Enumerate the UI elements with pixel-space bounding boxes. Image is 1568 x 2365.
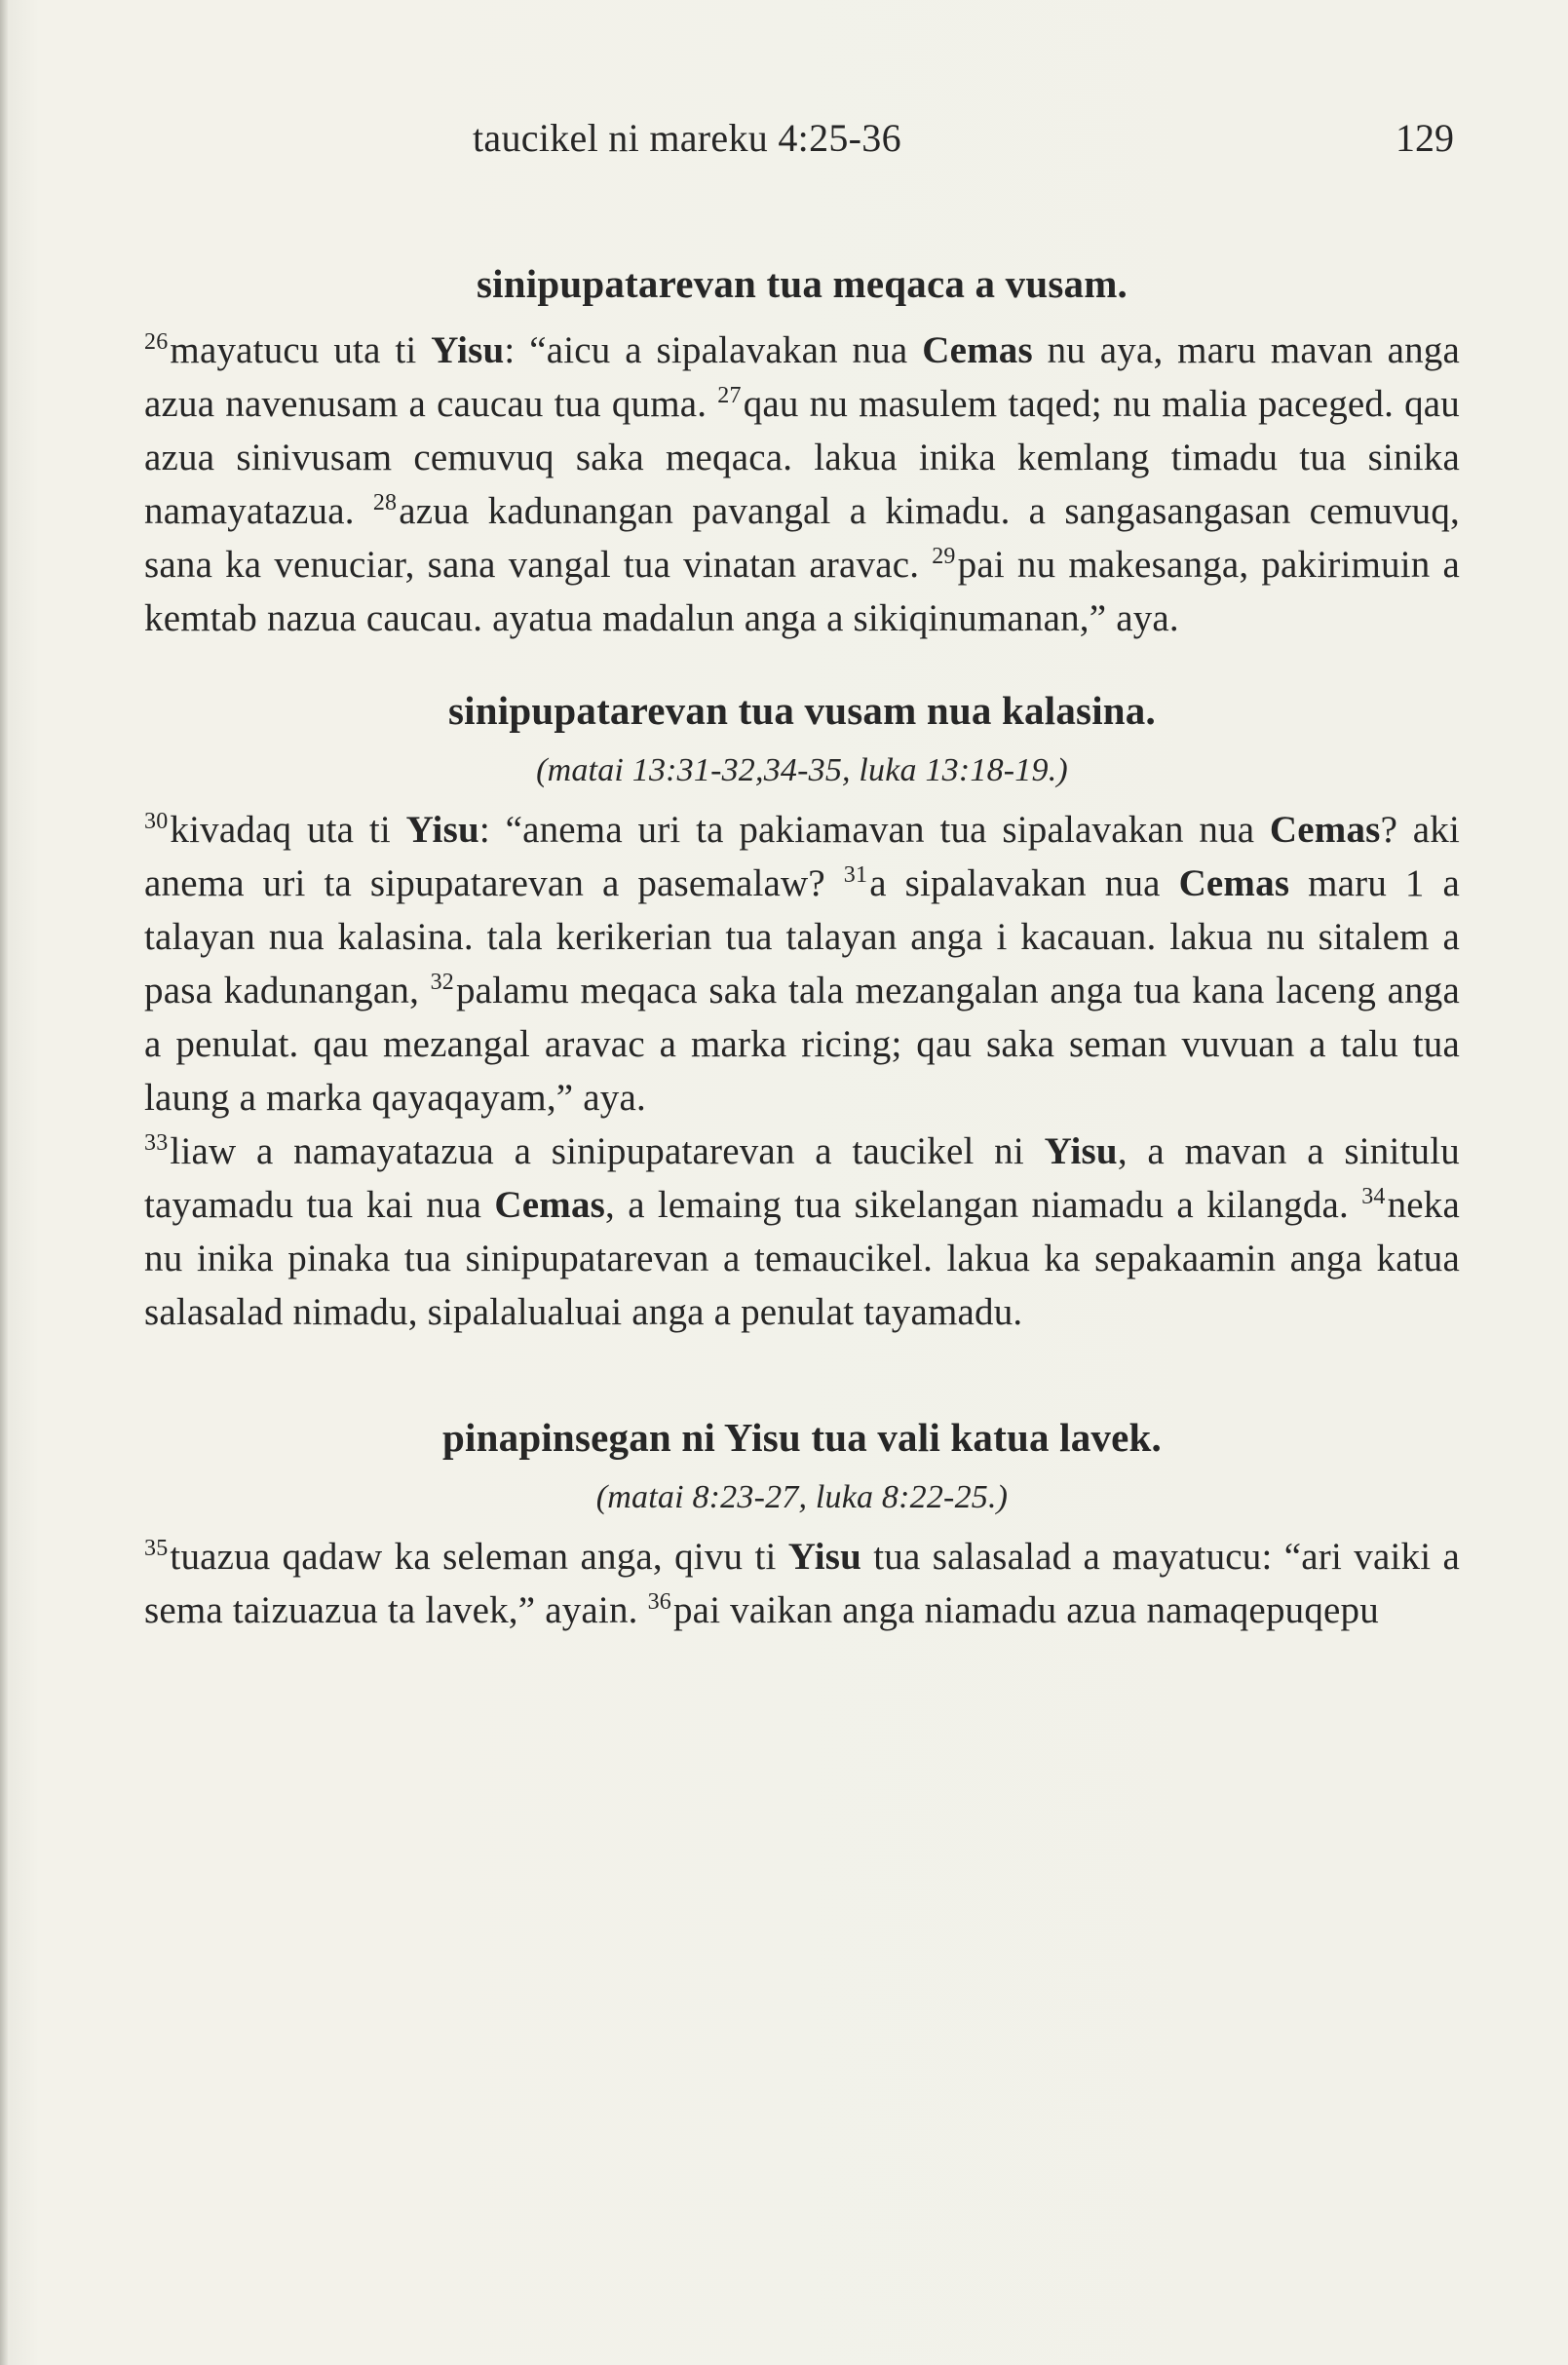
verse-text: , a mavan a sinitulu tayamadu tua kai nua xyxy=(144,1130,1460,1226)
verse-text: pai nu makesanga, pakirimuin a kemtab nazua caucau. ayatua madalun anga a sikiqinumanan,” aya. xyxy=(144,544,1460,639)
cross-reference: (matai 8:23-27, luka 8:22-25.) xyxy=(595,1479,1009,1515)
verse-number: 36 xyxy=(647,1589,671,1615)
verse-text: kivadaq uta ti xyxy=(170,809,406,851)
verse-text: a sipalavakan nua xyxy=(869,862,1179,904)
verse-number: 29 xyxy=(932,544,956,569)
verse-text: , a lemaing tua sikelangan niamadu a kilangda. xyxy=(605,1184,1362,1226)
verse-number: 35 xyxy=(144,1536,169,1561)
verse-text: azua kadunangan pavangal a kimadu. a sangasangasan cemuvuq, sana ka venuciar, sana vangal tua vinatan aravac. xyxy=(144,490,1460,586)
verse-text: ? aki anema uri ta sipupatarevan a pasemalaw? xyxy=(144,809,1460,904)
divine-name: Cemas xyxy=(1178,862,1290,904)
running-head: taucikel ni mareku 4:25-36 xyxy=(473,116,901,160)
divine-name: Yisu xyxy=(405,809,479,851)
page-number: 129 xyxy=(1396,116,1454,160)
verse-number: 33 xyxy=(144,1130,169,1156)
verse-text: : “aicu a sipalavakan nua xyxy=(504,329,923,371)
text-block xyxy=(144,255,1460,1637)
verse-text: liaw a namayatazua a sinipupatarevan a taucikel ni xyxy=(170,1130,1045,1172)
verse-text: maru 1 a talayan nua kalasina. tala kerikerian tua talayan anga i kacauan. lakua nu sitalem a pasa kadunangan, xyxy=(144,862,1460,1011)
verse-number: 30 xyxy=(144,809,169,834)
paragraph xyxy=(144,803,1460,1125)
verse-number: 27 xyxy=(717,383,742,408)
cross-reference: (matai 13:31-32,34-35, luka 13:18-19.) xyxy=(536,752,1068,788)
divine-name: Cemas xyxy=(1269,809,1381,851)
verse-number: 32 xyxy=(430,970,454,995)
verse-text: palamu meqaca saka tala mezangalan anga tua kana laceng anga a penulat. qau mezangal aravac a marka ricing; qau saka seman vuvuan a talu tua laung a marka qayaqayam,” aya. xyxy=(144,970,1460,1119)
verse-text: pai vaikan anga niamadu azua namaqepuqepu xyxy=(672,1589,1379,1631)
verse-number: 26 xyxy=(144,329,169,355)
verse-number: 28 xyxy=(372,490,398,515)
divine-name: Yisu xyxy=(787,1536,862,1578)
section-heading: sinipupatarevan tua meqaca a vusam. xyxy=(476,261,1128,306)
verse-text: qau nu masulem taqed; nu malia paceged. qau azua sinivusam cemuvuq saka meqaca. lakua inika kemlang timadu tua sinika namayatazua. xyxy=(144,383,1460,532)
page-header xyxy=(0,115,1568,173)
verse-text: tuazua qadaw ka seleman anga, qivu ti xyxy=(170,1536,788,1578)
section-heading: pinapinsegan ni Yisu tua vali katua lavek. xyxy=(442,1415,1162,1460)
paragraph xyxy=(144,1530,1460,1637)
verse-number: 31 xyxy=(843,862,868,888)
verse-text: mayatucu uta ti xyxy=(170,329,432,371)
paragraph xyxy=(144,1125,1460,1339)
verse-text: : “anema uri ta pakiamavan tua sipalavakan nua xyxy=(478,809,1270,851)
verse-text: neka nu inika pinaka tua sinipupatarevan a temaucikel. lakua ka sepakaamin anga katua salasalad nimadu, sipalalualuai anga a penulat tayamadu. xyxy=(144,1184,1461,1333)
page-gutter-shadow xyxy=(0,0,8,2365)
section-heading: sinipupatarevan tua vusam nua kalasina. xyxy=(448,688,1156,733)
verse-text: nu aya, maru mavan anga azua navenusam a caucau tua quma. xyxy=(144,329,1460,425)
verse-number: 34 xyxy=(1361,1184,1386,1209)
verse-text: tua salasalad a mayatucu: “ari vaiki a sema taizuazua ta lavek,” ayain. xyxy=(144,1536,1460,1631)
divine-name: Cemas xyxy=(922,329,1033,371)
divine-name: Yisu xyxy=(1044,1130,1118,1172)
divine-name: Yisu xyxy=(431,329,505,371)
divine-name: Cemas xyxy=(494,1184,606,1226)
paragraph xyxy=(144,324,1460,645)
